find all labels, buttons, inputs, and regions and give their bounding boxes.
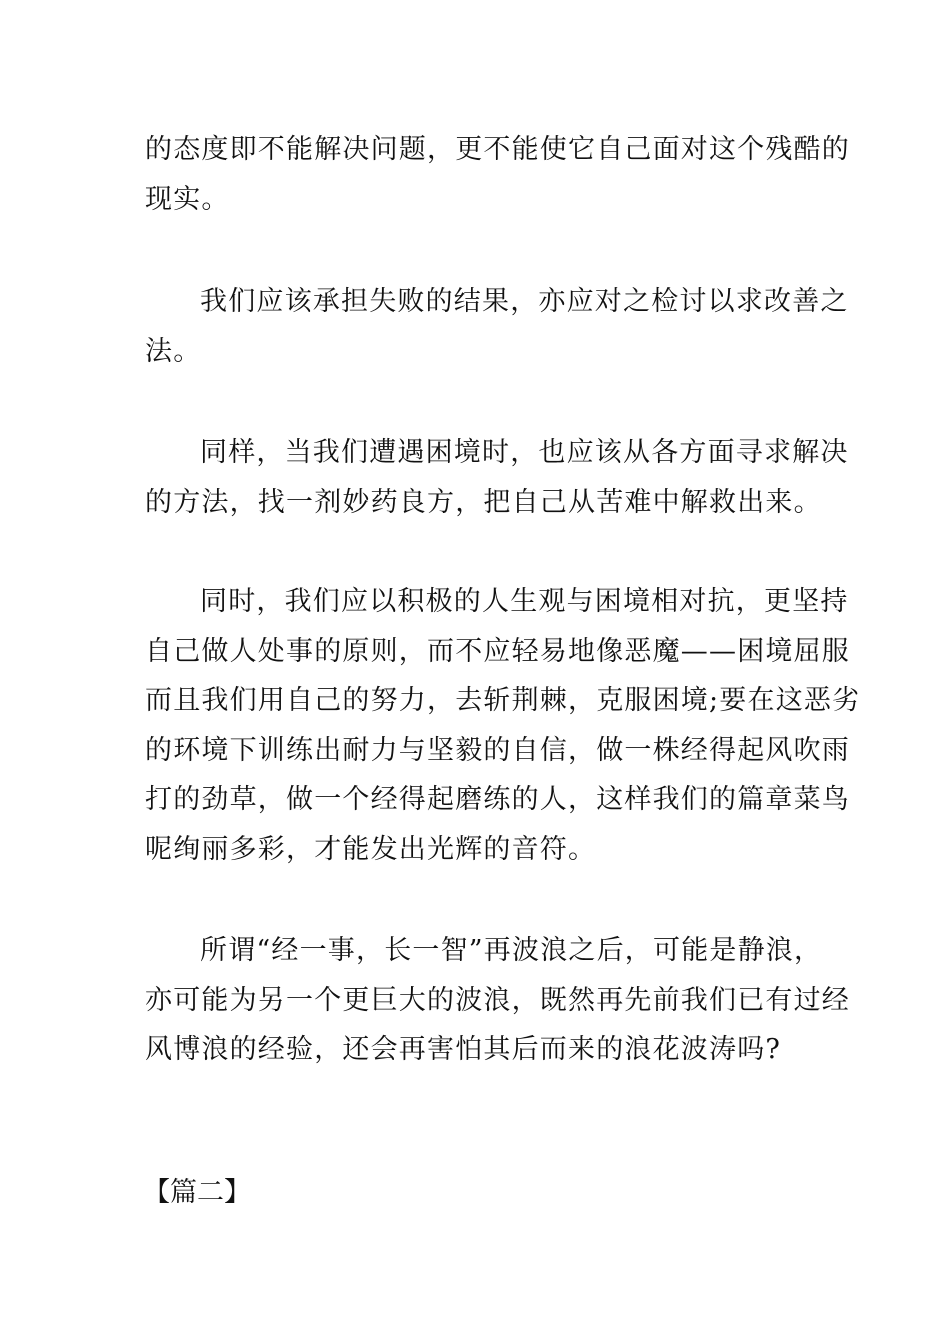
- text-line: 的环境下训练出耐力与坚毅的自信，做一株经得起风吹雨: [145, 734, 850, 766]
- text-line: 我们应该承担失败的结果，亦应对之检讨以求改善之: [200, 286, 849, 317]
- text-line: 而且我们用自己的努力，去斩荆棘，克服困境;要在这恶劣: [145, 685, 861, 716]
- section-heading: 【篇二】: [143, 1177, 251, 1208]
- paragraph: [145, 428, 849, 527]
- text-line: 自己做人处事的原则，而不应轻易地像恶魔——困境屈服: [145, 635, 850, 667]
- text-line: 的方法，找一剂妙药良方，把自己从苦难中解救出来。: [145, 486, 822, 518]
- paragraph: [145, 926, 850, 1075]
- text-line: 呢绚丽多彩，才能发出光辉的音符。: [145, 833, 597, 865]
- paragraph: [145, 125, 850, 224]
- text-line: 同样，当我们遭遇困境时，也应该从各方面寻求解决: [200, 437, 849, 468]
- text-line: 风博浪的经验，还会再害怕其后而来的浪花波涛吗?: [145, 1034, 782, 1065]
- text-line: 同时，我们应以积极的人生观与困境相对抗，更坚持: [200, 586, 849, 617]
- paragraph: [145, 577, 861, 874]
- text-line: 亦可能为另一个更巨大的波浪，既然再先前我们已有过经: [145, 984, 850, 1016]
- text-line: 的态度即不能解决问题，更不能使它自己面对这个残酷的: [145, 134, 850, 165]
- text-line: 所谓“经一事，长一智”再波浪之后，可能是静浪，: [200, 935, 823, 966]
- text-line: 现实。: [145, 183, 230, 215]
- paragraph: [145, 277, 849, 376]
- text-line: 打的劲草，做一个经得起磨练的人，这样我们的篇章菜鸟: [145, 784, 850, 815]
- text-line: 法。: [145, 335, 202, 367]
